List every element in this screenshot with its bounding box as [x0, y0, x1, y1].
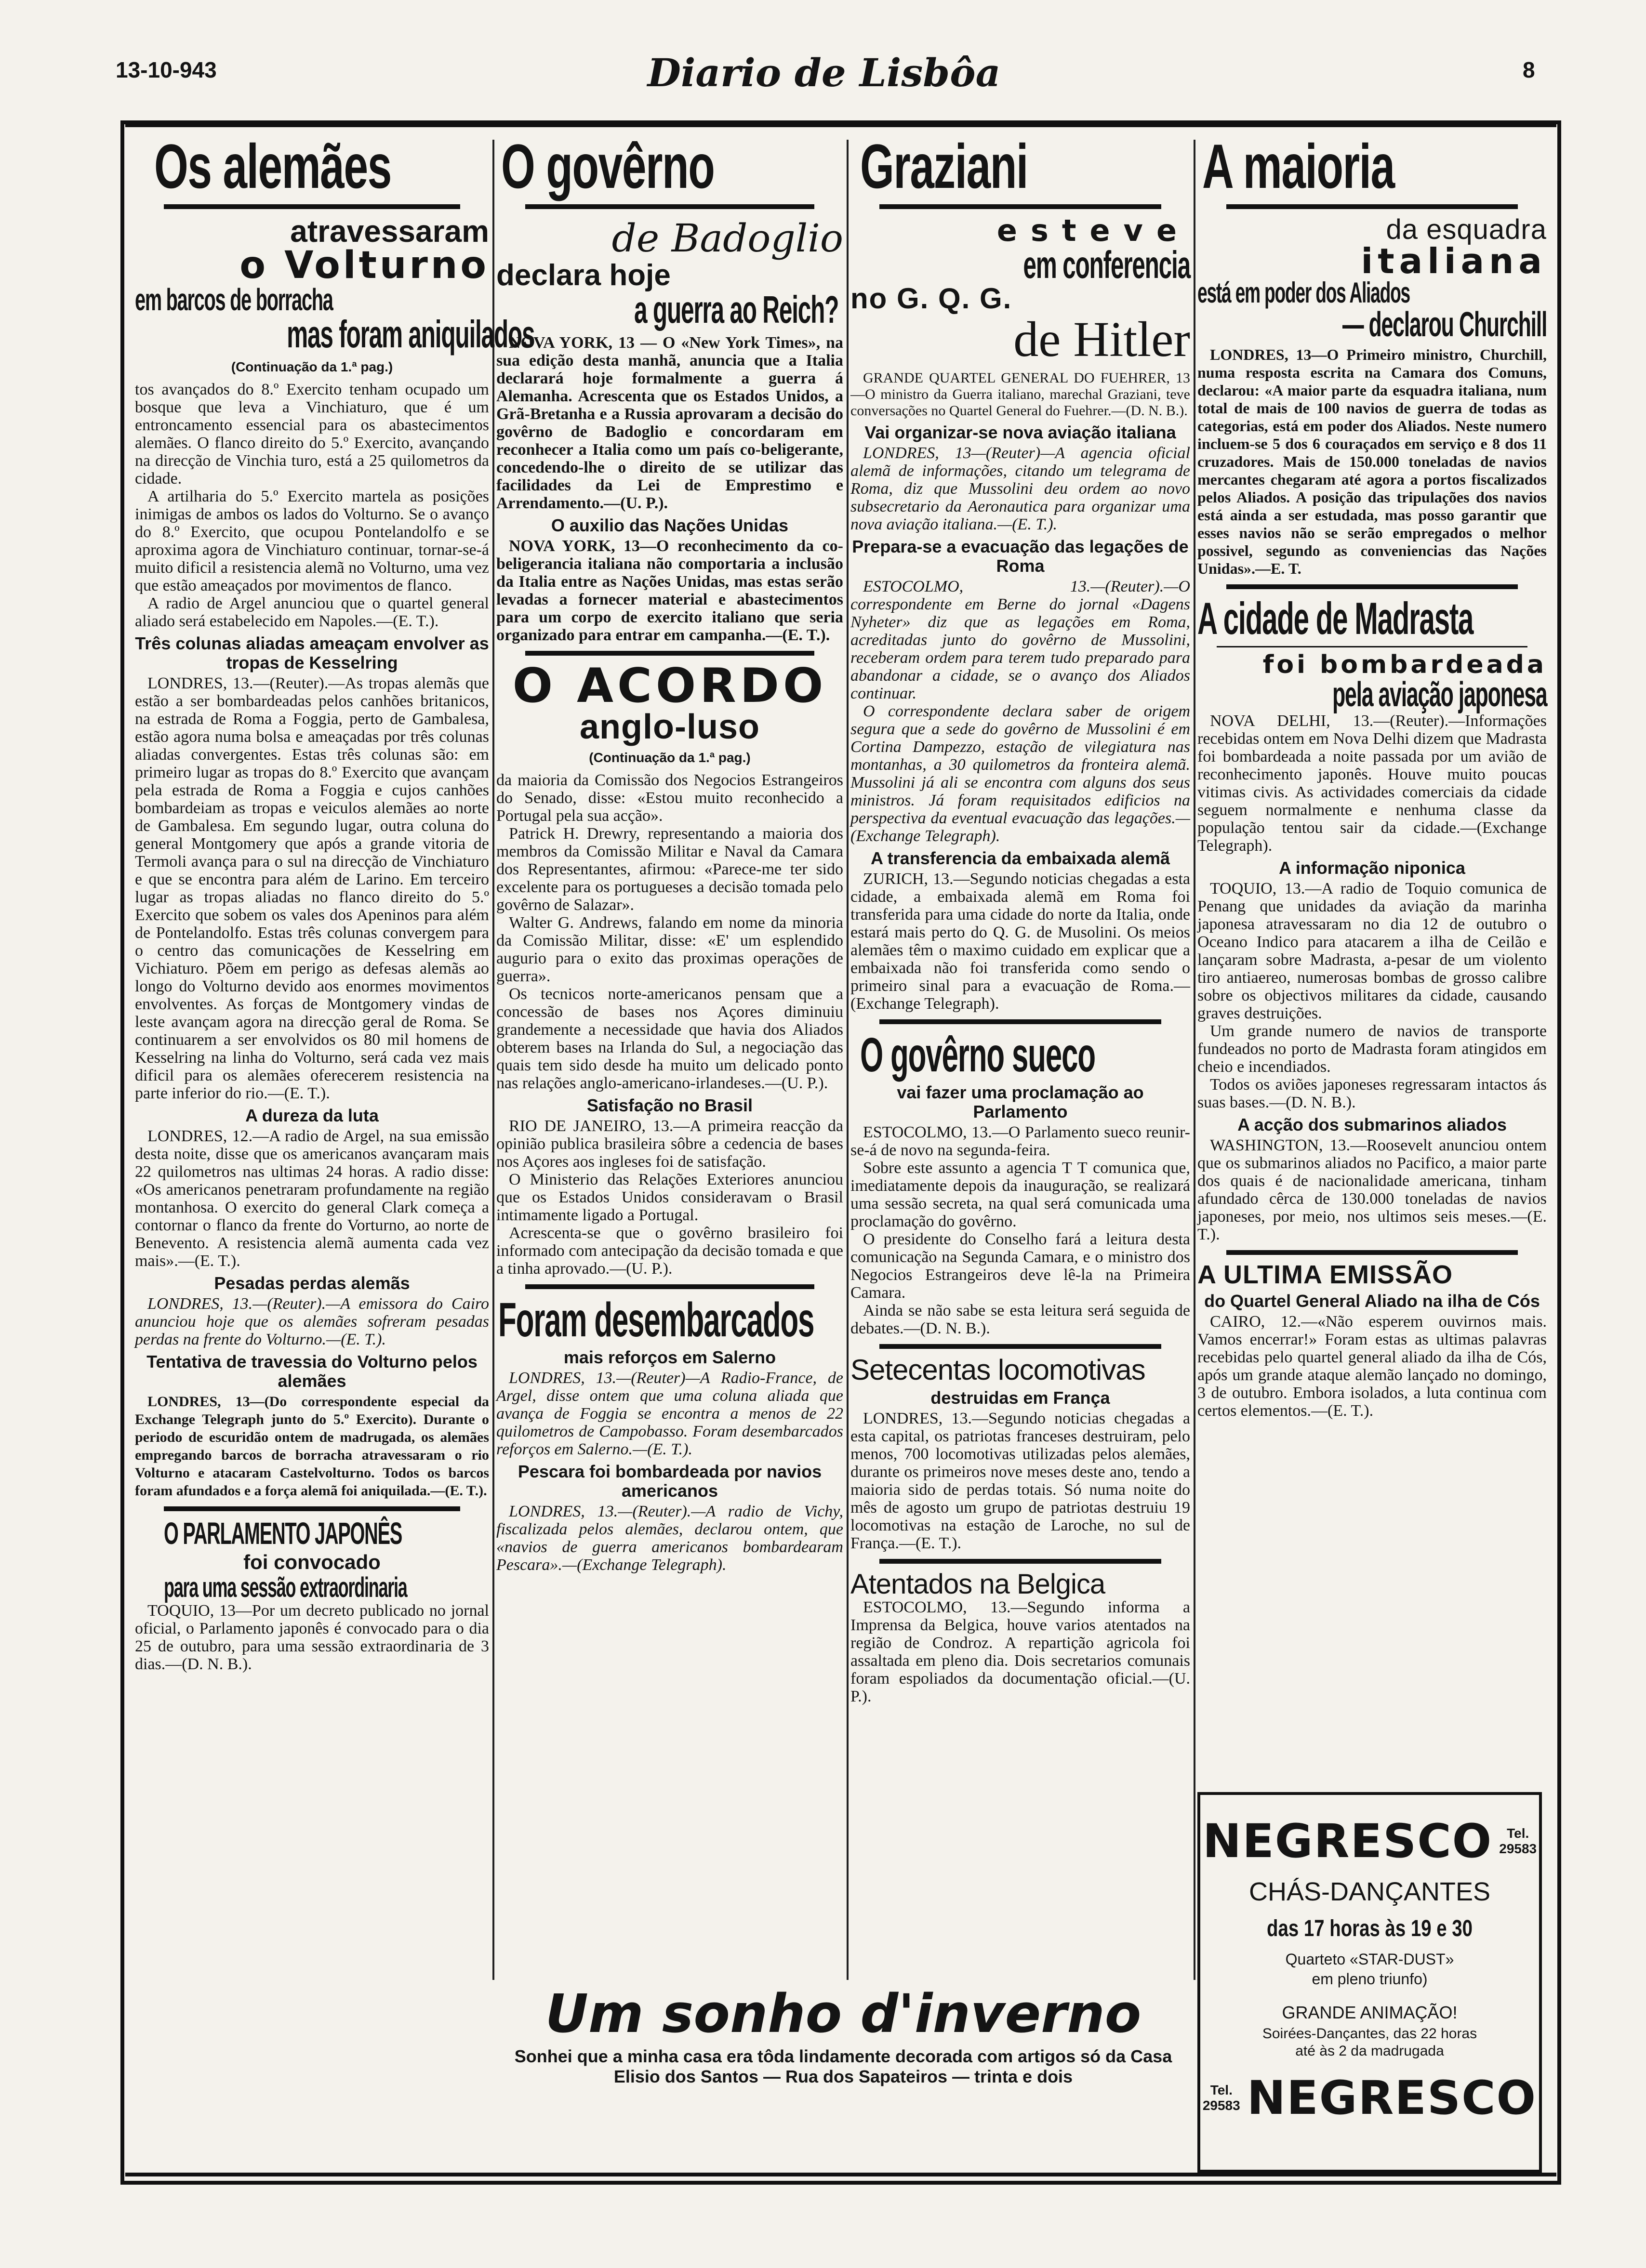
paragraph: ESTOCOLMO, 13.—(Reuter).—O correspondente em Berne do jornal «Dagens Nyheter» diz que as legações em Roma, acreditadas junto do govêrno de Mussolini, receberam ordem para terem tudo preparado para abandonar a cidade, se o avanço dos Aliados continuar.: [850, 578, 1190, 702]
subheading: A transferencia da embaixada alemã: [871, 848, 1170, 868]
article-column-3: [850, 131, 1190, 2004]
continuation-note: (Continuação da 1.ª pag.): [231, 359, 393, 374]
headline: a guerra ao Reich?: [634, 288, 838, 331]
ad-line: Soirées-Dançantes, das 22 horas: [1262, 2026, 1477, 2042]
headline: mas foram aniquilados: [287, 313, 535, 356]
headline: foi bombardeada: [1262, 650, 1547, 679]
headline: A maioria: [1202, 131, 1394, 201]
divider: [525, 204, 814, 209]
divider: [164, 204, 460, 209]
headline: A ULTIMA EMISSÃO: [1197, 1260, 1453, 1289]
column-divider: [492, 140, 494, 1980]
article-column-4: [1197, 131, 1547, 1778]
paragraph: Walter G. Andrews, falando em nome da minoria da Comissão Militar, disse: «E' um esplendido augurio para o exito das proximas operações de guerra».: [496, 914, 843, 985]
divider: [1226, 1250, 1518, 1255]
paragraph: Patrick H. Drewry, representando a maioria dos membros da Comissão Militar e Naval da Camara dos Representantes, afirmou: «Parece-me ter sido excelente para os portugueses a decisão tomada pelo govêrno de Salazar».: [496, 825, 843, 914]
paragraph: NOVA DELHI, 13.—(Reuter).—Informações recebidas ontem em Nova Delhi dizem que Madrasta foi bombardeada a noite passada por um avião de reconhecimento japonês. Houve muito poucas vitimas civis. As actividades comerciais da cidade seguem normalmente e nenhuma classe da população tentou sair da cidade.—(Exchange Telegraph).: [1197, 712, 1547, 855]
subheading: A dureza da luta: [245, 1106, 379, 1125]
paragraph: Todos os aviões japoneses regressaram intactos ás suas bases.—(D. N. B.).: [1197, 1076, 1547, 1111]
paragraph: Ainda se não sabe se esta leitura será seguida de debates.—(D. N. B.).: [850, 1302, 1190, 1337]
paragraph: TOQUIO, 13—Por um decreto publicado no jornal oficial, o Parlamento japonês é convocado para o dia 25 de outubro, para uma sessão extraordinaria de 3 dias.—(D. N. B.).: [135, 1602, 489, 1673]
divider: [879, 1019, 1161, 1024]
headline: O govêrno sueco: [860, 1028, 1095, 1082]
ad-brand: NEGRESCO: [1247, 2071, 1537, 2125]
subheading: Prepara-se a evacuação das legações de Roma: [852, 537, 1189, 576]
paragraph: tos avançados do 8.º Exercito tenham ocupado um bosque que leva a Vinchiaturo, que é um entroncamento essencial para os abastecimentos alemães. O flanco direito do 5.º Exercito, avançando na direcção de Vinchia turo, está a 25 quilometros da cidade.: [135, 381, 489, 488]
headline: Setecentas locomotivas: [850, 1354, 1145, 1386]
divider: [1226, 204, 1518, 209]
paragraph: LONDRES, 13.—(Reuter).—A emissora do Cairo anunciou hoje que os alemães sofreram pesadas perdas na frente do Volturno.—(E. T.).: [135, 1295, 489, 1348]
paragraph: LONDRES, 13—O Primeiro ministro, Churchill, numa resposta escrita na Camara dos Comuns, declarou: «A maior parte da esquadra italiana, num total de mais de 100 navios de guerra de todas as categorias, está em poder dos Aliados. Neste numero incluem-se 5 dos 6 couraçados em serviço e 8 dos 11 cruzadores. Mais de 150.000 toneladas de navios mercantes chegaram até agora a portos fiscalizados pelos Aliados. A posição das tripulações dos navios está ainda a ser estudada, mas posso garantir que esses navios não se serão empregados o melhor possivel, segundo as conveniencias das Nações Unidas».—E. T.: [1197, 346, 1547, 577]
headline: italiana: [1361, 241, 1547, 281]
ad-line: em pleno triunfo): [1312, 1970, 1428, 1988]
paragraph: LONDRES, 13.—Segundo noticias chegadas a esta capital, os patriotas franceses destruiram, pelo menos, 700 locomotivas utilizadas pelos alemães, durante os primeiros nove meses deste ano, tendo a maioria sido de perdas totais. Só numa noite do mês de agosto um grupo de patriotas destruiu 19 locomotivas na estação de Laroche, no sul de França.—(E. T.).: [850, 1410, 1190, 1552]
paragraph: CAIRO, 12.—«Não esperem ouvirnos mais. Vamos encerrar!» Foram estas as ultimas palavras recebidas pelo quartel general aliado da ilha de Cós, após um grande ataque alemão lançado no domingo, 3 de outubro. Embora isolados, a luta continua com certos elementos.—(E. T.).: [1197, 1313, 1547, 1420]
headline: de Hitler: [1013, 312, 1190, 367]
article-body: [135, 381, 489, 1500]
headline: para uma sessão extraordinaria: [164, 1572, 407, 1603]
subheading: A informação niponica: [1279, 858, 1465, 878]
subheading: Três colunas aliadas ameaçam envolver as tropas de Kesselring: [135, 633, 489, 672]
paragraph: TOQUIO, 13.—A radio de Toquio comunica de Penang que unidades da aviação da marinha japonesa atravessaram no dia 12 de outubro o Oceano Indico para atacarem a ilha de Ceilão e lançaram sobre Madrasta, a-pesar de um violento tiro antiaereo, numerosas bombas de grosso calibre sobre os objectivos militares da cidade, causando graves destruições.: [1197, 880, 1547, 1022]
ad-tel-number: 29583: [1202, 2098, 1240, 2113]
subheading: Pesadas perdas alemãs: [214, 1273, 410, 1293]
paragraph: O presidente do Conselho fará a leitura desta comunicação na Segunda Camara, e o ministro dos Negocios Estrangeiros deve lê-la na Primeira Camara.: [850, 1230, 1190, 1302]
page-date: 13-10-943: [116, 57, 217, 82]
paragraph: LONDRES, 13—(Do correspondente especial da Exchange Telegraph junto do 5.º Exercito). Durante o periodo de escuridão ontem de madrugada, os alemães empregando barcos de borracha atravessaram o rio Volturno e atacaram Castelvolturno. Todos os barcos foram afundados e a força alemã foi aniquilada.—(E. T.).: [135, 1394, 489, 1499]
headline: Os alemães: [154, 131, 391, 201]
subheading: Pescara foi bombardeada por navios americanos: [518, 1462, 822, 1501]
subheading: Vai organizar-se nova aviação italiana: [864, 422, 1176, 442]
headline: anglo-luso: [580, 708, 760, 746]
paragraph: RIO DE JANEIRO, 13.—A primeira reacção da opinião publica brasileira sôbre a cedencia de bases nos Açores aos ingleses foi de satisfação.: [496, 1117, 843, 1171]
headline: da esquadra: [1386, 214, 1547, 245]
headline: A cidade de Madrasta: [1197, 593, 1473, 644]
ad-tel-label: Tel.: [1210, 2083, 1233, 2097]
ad-title: Um sonho d'inverno: [545, 1983, 1142, 2044]
headline: Atentados na Belgica: [850, 1569, 1105, 1600]
headline: declara hoje: [496, 259, 671, 292]
paragraph: Sobre este assunto a agencia T T comunica que, imediatamente depois da inauguração, se realizará uma sessão secreta, na qual será comunicada uma proclamação do govêrno.: [850, 1159, 1190, 1230]
paragraph: O correspondente declara saber de origem segura que a sede do govêrno de Mussolini é em Cortina Dampezzo, estação de vilegiatura nas montanhas, a 30 quilometros da fronteira alemã. Mussolini já ali se encontra com alguns dos seus ministros. Já foram requisitados edificios na perspectiva da eventual evacuação das legações.—(Exchange Telegraph).: [850, 702, 1190, 845]
subheading: Satisfação no Brasil: [586, 1095, 753, 1115]
divider: [1217, 646, 1527, 647]
headline: em barcos de borracha: [135, 282, 333, 317]
paragraph: Os tecnicos norte-americanos pensam que a concessão de bases nos Açores diminuiu grandemente a necessidade que havia dos Aliados obterem bases na Irlanda do Sul, a negociação das quais tem sido desde ha muito um delicado ponto nas relações anglo-americano-irlandeses.—(U. P.).: [496, 985, 843, 1092]
article-column-1: [135, 131, 535, 2168]
subheading: do Quartel General Aliado na ilha de Cós: [1204, 1291, 1540, 1311]
ad-line: GRANDE ANIMAÇÃO!: [1282, 2003, 1458, 2022]
divider: [525, 651, 814, 656]
headline: O PARLAMENTO JAPONÊS: [164, 1516, 402, 1551]
negresco-advertisement: [1197, 1792, 1542, 2173]
paragraph: LONDRES, 13.—(Reuter)—A Radio-France, de Argel, disse ontem que uma coluna aliada que avança de Foggia se encontra a menos de 22 quilometros de Campobasso. Foram desembarcados reforços em Salerno.—(E. T.).: [496, 1369, 843, 1458]
paragraph: ESTOCOLMO, 13.—O Parlamento sueco reunir-se-á de novo na segunda-feira.: [850, 1123, 1190, 1159]
ad-tel-label: Tel.: [1507, 1826, 1529, 1841]
subheading: O auxilio das Nações Unidas: [551, 515, 789, 535]
subheading: destruidas em França: [930, 1388, 1110, 1408]
headline: foi convocado: [243, 1551, 381, 1573]
divider: [525, 1284, 814, 1289]
headline: — declarou Churchill: [1342, 305, 1547, 344]
headline: O ACORDO: [512, 659, 827, 713]
sonho-advertisement: [496, 1985, 1190, 2158]
divider: [164, 1506, 460, 1511]
ad-line: até às 2 da madrugada: [1295, 2043, 1444, 2059]
paragraph: WASHINGTON, 13.—Roosevelt anunciou ontem que os submarinos aliados no Pacifico, a maior parte dos quais é de nacionalidade americana, tinham afundado cêrca de 130.000 toneladas de navios japoneses, por meio, nos ultimos seis meses.—(E. T.).: [1197, 1136, 1547, 1243]
headline: de Badoglio: [611, 216, 843, 261]
paragraph: ESTOCOLMO, 13.—Segundo informa a Imprensa da Belgica, houve varios atentados na região de Condroz. A repartição agricola foi assaltada em pleno dia. Dois secretarios comunais foram espoliados da documentação oficial.—(U. P.).: [850, 1598, 1190, 1705]
bottom-rule: [125, 2173, 1556, 2176]
page-number: 8: [1523, 57, 1535, 82]
paragraph: da maioria da Comissão dos Negocios Estrangeiros do Senado, disse: «Estou muito reconhecido a Portugal pela sua acção».: [496, 771, 843, 825]
continuation-note: (Continuação da 1.ª pag.): [589, 750, 751, 765]
divider: [879, 1344, 1161, 1349]
masthead: Diario de Lisbôa: [647, 50, 1001, 95]
paragraph: ZURICH, 13.—Segundo noticias chegadas a esta cidade, a embaixada alemã em Roma foi transferida para uma cidade do norte da Italia, onde estará mais perto do Q. G. de Musolini. Os meios alemães têm o maximo cuidado em explicar que a embaixada não foi transferida como sendo o primeiro sinal para a evacuação de Roma.—(Exchange Telegraph).: [850, 870, 1190, 1013]
divider: [879, 204, 1161, 209]
article-column-2: [496, 131, 843, 2110]
subheading: Tentativa de travessia do Volturno pelos alemães: [146, 1352, 478, 1391]
headline: o Volturno: [239, 244, 489, 287]
ad-line: Quarteto «STAR-DUST»: [1285, 1951, 1454, 1968]
paragraph: A artilharia do 5.º Exercito martela as posições inimigas de ambos os lados do Volturno. Se o avanço do 8.º Exercito, que ocupou Pontelandolfo e se aproxima agora de Vinchiaturo continuar, tornar-se-á muito dificil a resistencia alemã no Volturno, uma vez que estão ameaçados por movimentos de flanco.: [135, 488, 489, 594]
top-rule: [125, 120, 1556, 127]
headline: Graziani: [860, 131, 1028, 201]
ad-line: CHÁS-DANÇANTES: [1248, 1877, 1491, 1906]
headline: está em poder dos Aliados: [1197, 277, 1410, 309]
headline: Foram desembarcados: [498, 1293, 814, 1347]
paragraph: GRANDE QUARTEL GENERAL DO FUEHRER, 13—O ministro da Guerra italiano, marechal Graziani, teve conversações no Quartel General do Fuehrer.—(D. N. B.).: [850, 370, 1190, 419]
paragraph: LONDRES, 13—(Reuter)—A agencia oficial alemã de informações, citando um telegrama de Roma, diz que Mussolini deu ordem ao novo subsecretario da Aeronautica para organizar uma nova aviação italiana.—(E. T.).: [850, 444, 1190, 533]
ad-line: das 17 horas às 19 e 30: [1267, 1916, 1473, 1941]
ad-text: Sonhei que a minha casa era tôda lindamente decorada com artigos só da Casa Elisio dos Santos — Rua dos Sapateiros — trinta e dois: [514, 2046, 1172, 2086]
paragraph: NOVA YORK, 13 — O «New York Times», na sua edição desta manhã, anuncia que a Italia declarará hoje formalmente a guerra á Alemanha. Acrescenta que os Estados Unidos, a Grã-Bretanha e a Russia aprovaram a decisão do govêrno de Badoglio e concordaram em reconhecer a Italia como um país co-beligerante, concedendo-lhe o direito de se utilizar das facilidades da Lei de Emprestimo e Arrendamento.—(U. P.).: [496, 334, 843, 512]
paragraph: Um grande numero de navios de transporte fundeados no porto de Madrasta foram atingidos em cheio e incendiados.: [1197, 1022, 1547, 1076]
divider: [1226, 584, 1518, 589]
headline: pela aviação japonesa: [1332, 675, 1547, 714]
subheading: mais reforços em Salerno: [563, 1347, 776, 1367]
headline: no G. Q. G.: [850, 282, 1012, 315]
headline: atravessaram: [290, 214, 489, 249]
paragraph: O Ministerio das Relações Exteriores anunciou que os Estados Unidos consideravam o Brasil intimamente ligado a Portugal.: [496, 1171, 843, 1224]
column-divider: [847, 140, 849, 1980]
subheading: vai fazer uma proclamação ao Parlamento: [897, 1082, 1144, 1121]
paragraph: LONDRES, 13.—(Reuter).—A radio de Vichy, fiscalizada pelos alemães, declarou ontem, que «navios de guerra americanos bombardearam Pescara».—(Exchange Telegraph).: [496, 1503, 843, 1574]
headline: esteve: [996, 213, 1190, 248]
headline: em conferencia: [1023, 243, 1190, 286]
ad-brand: NEGRESCO: [1202, 1814, 1493, 1868]
subheading: A acção dos submarinos aliados: [1237, 1115, 1507, 1134]
headline: O govêrno: [501, 131, 715, 201]
paragraph: LONDRES, 12.—A radio de Argel, na sua emissão desta noite, disse que os americanos avançaram mais 22 quilometros nas ultimas 24 horas. A radio disse: «Os americanos penetraram profundamente na região montanhosa. O exercito do general Clark começa a contornar o flanco da frente do Vorturno, ao norte de Benevento. A resistencia alemã aumenta cada vez mais».—(E. T.).: [135, 1127, 489, 1270]
ad-tel-number: 29583: [1499, 1841, 1537, 1856]
paragraph: Acrescenta-se que o govêrno brasileiro foi informado com antecipação da decisão tomada e que a tinha aprovado.—(U. P.).: [496, 1224, 843, 1278]
paragraph: LONDRES, 13.—(Reuter).—As tropas alemãs que estão a ser bombardeadas pelos canhões britanicos, na estrada de Roma a Foggia, perto de Gambalesa, estão agora numa bolsa e ameaçadas por três colunas aliadas convergentes. Estas três colunas são: em primeiro lugar as tropas do 8.º Exercito que avançam pela estrada de Roma a Foggia e cujos canhões bombardeiam as tropas e veiculos alemães ao norte de Gambalesa. Em segundo lugar, outra coluna do general Montgomery que após a grande vitoria de Termoli avança para o sul na direcção de Vinchiaturo e que se encontra para além de Larino. Em terceiro lugar as tropas aliadas no flanco direito do 5.º Exercito que sobem os vales dos Apeninos para além de Pontelandolfo. Estas três colunas convergem para o centro das comunicações de Kesselring em Vichiaturo. Põem em perigo as defesas alemãs ao longo do Volturno devido aos enormes movimentos envolventes. As forças de Montgomery vindas de leste avançam agora na direcção geral de Roma. Se continuarem a ser envolvidos os 80 mil homens de Kesselring na linha do Volturno, será cada vez mais dificil para os alemães oferecerem resistencia na parte inferior do rio.—(E. T.).: [135, 674, 489, 1102]
column-divider: [1194, 140, 1195, 1980]
paragraph: NOVA YORK, 13—O reconhecimento da co-beligerancia italiana não comportaria a inclusão da Italia entre as Nações Unidas, mas estas serão levadas a fornecer material e abastecimentos para um corpo de exercito italiano que seria organizado para entrar em campanha.—(E. T.).: [496, 537, 843, 644]
divider: [879, 1559, 1161, 1564]
paragraph: A radio de Argel anunciou que o quartel general aliado será estabelecido em Napoles.—(E. T.).: [135, 594, 489, 630]
